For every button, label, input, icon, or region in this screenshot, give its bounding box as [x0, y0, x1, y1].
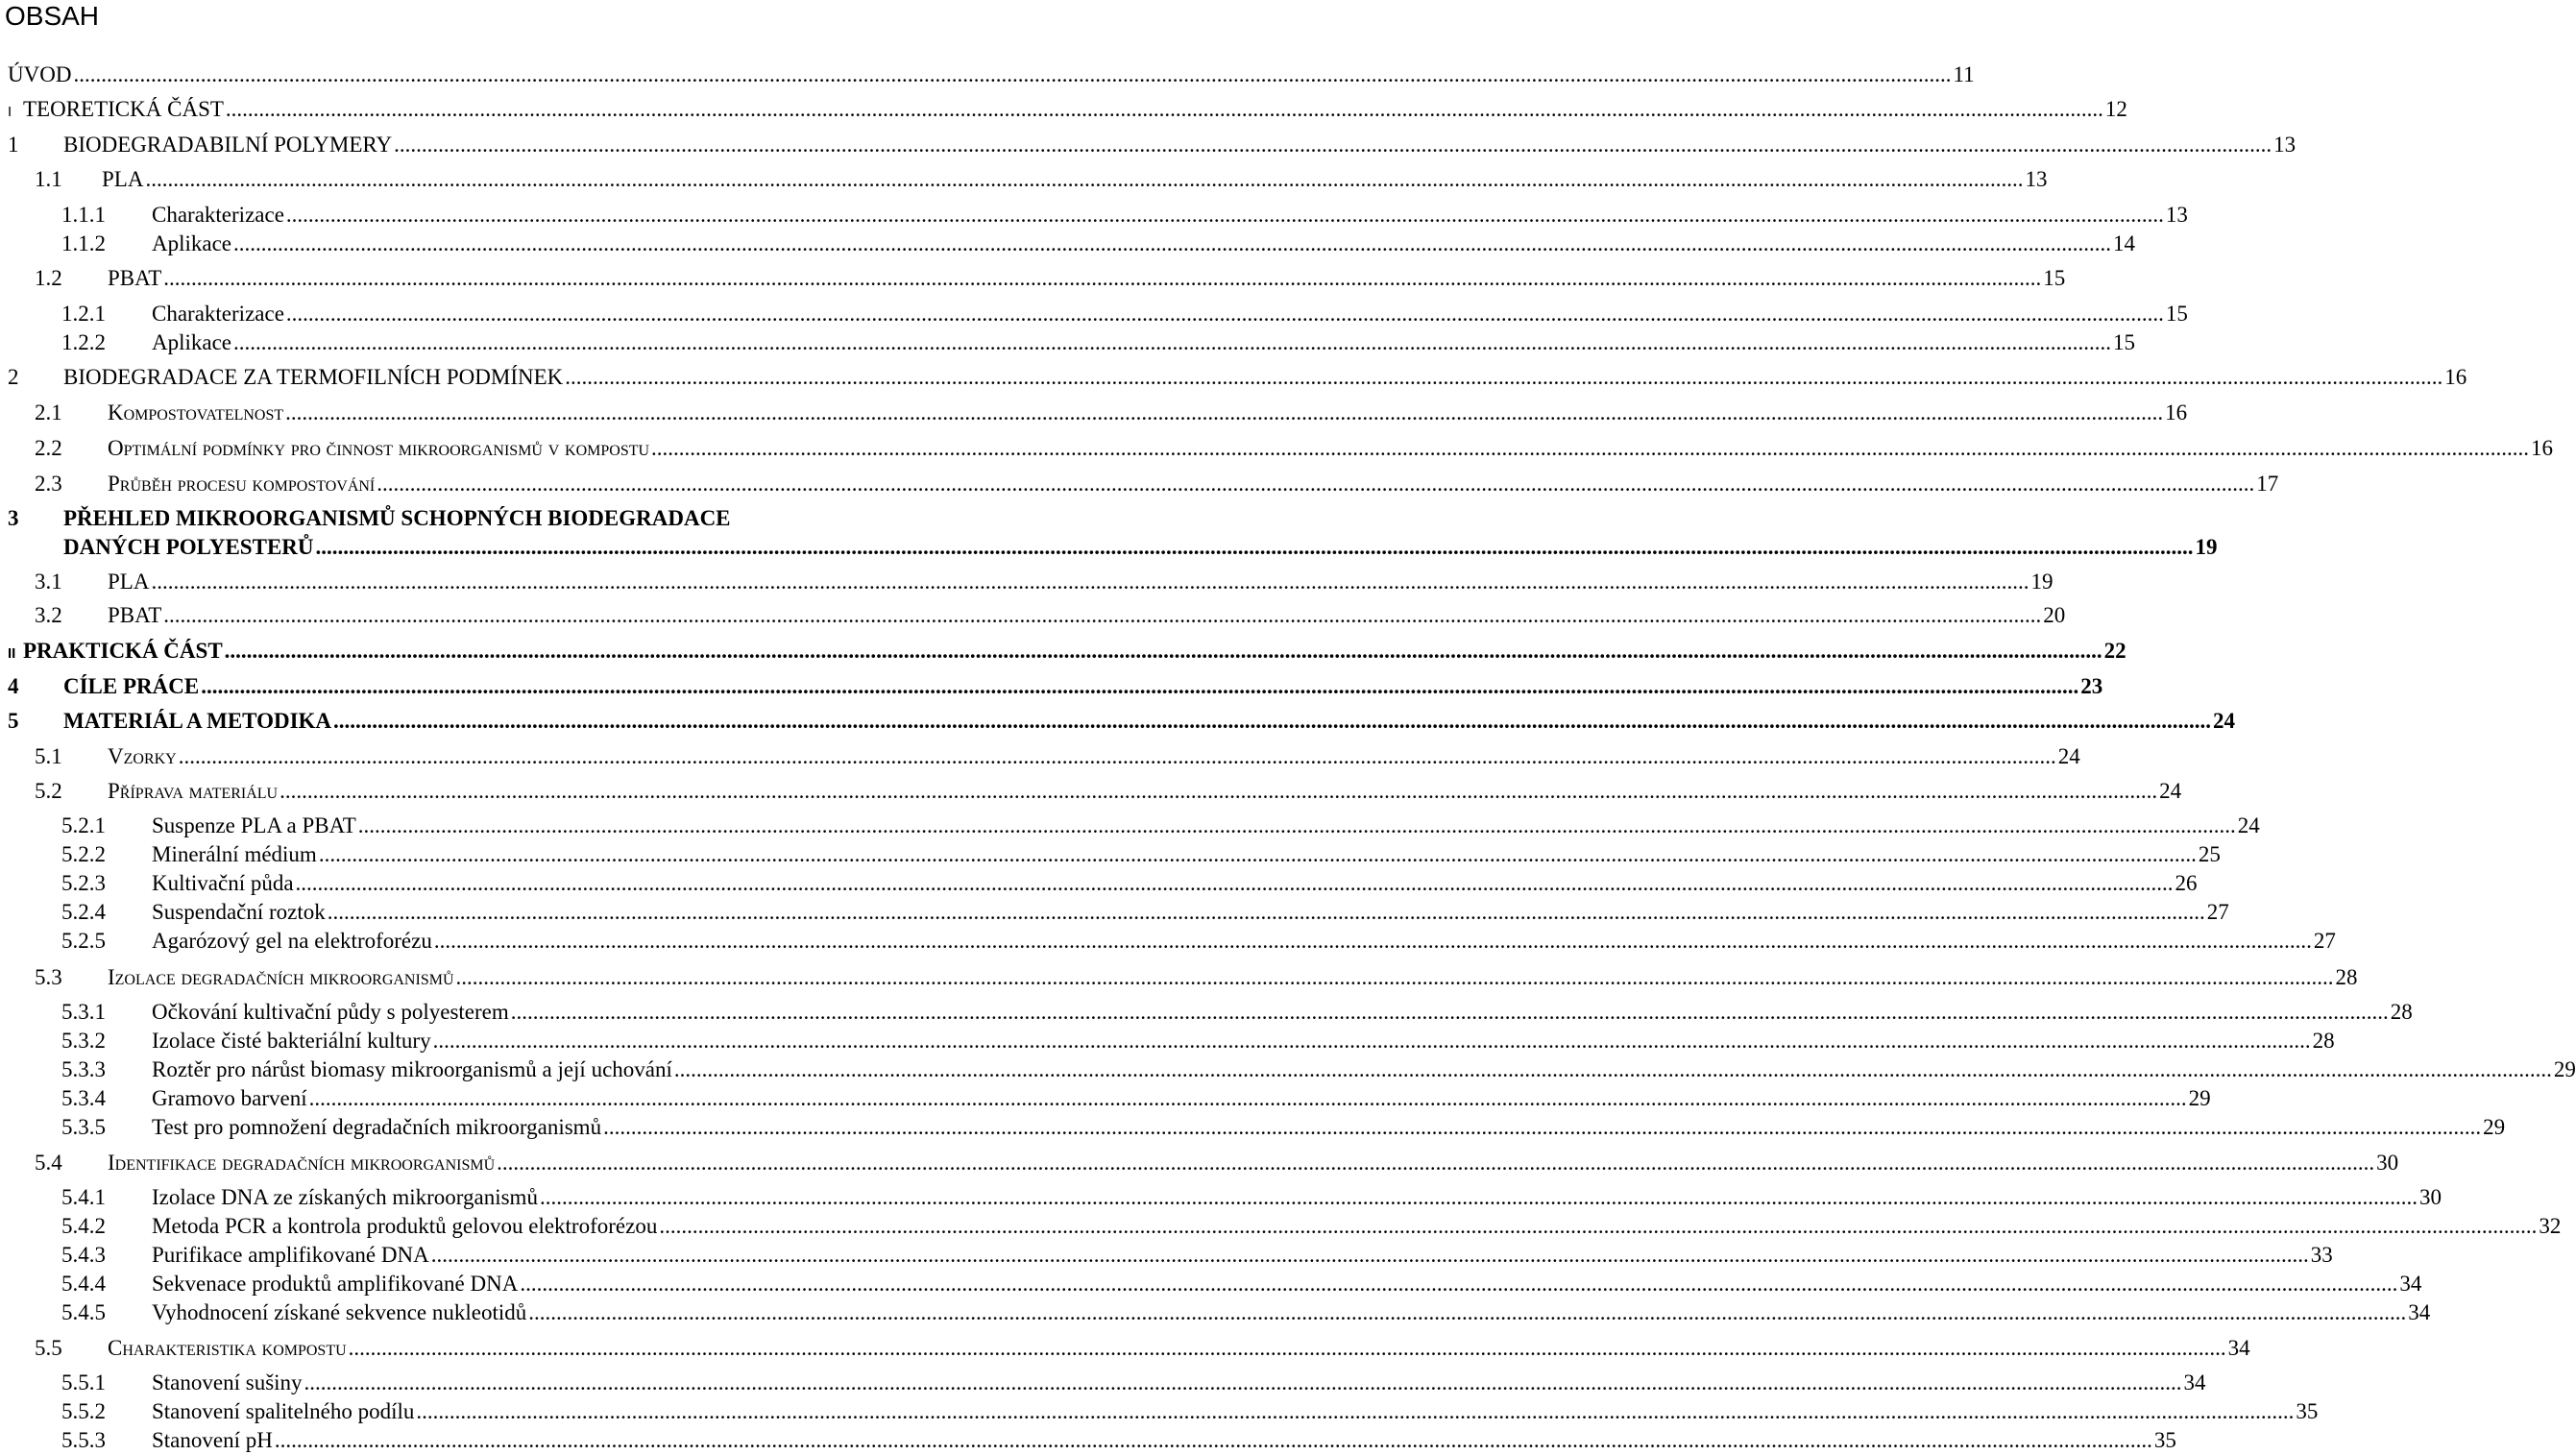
toc-entry-page: 13: [2165, 203, 2188, 227]
toc-entry-page: 13: [2273, 133, 2297, 157]
toc-entry-number: 3: [8, 506, 19, 530]
toc-leader: [333, 708, 2211, 735]
toc-leader: [434, 928, 2312, 955]
toc-entry-number: 5.2.1: [61, 813, 106, 837]
toc-entry[interactable]: [8, 673, 2103, 700]
toc-leader: [309, 1085, 2187, 1112]
toc-leader: [304, 1370, 2182, 1396]
toc-entry-number: 1.1: [35, 167, 62, 191]
toc-entry-title: BIODEGRADACE ZA TERMOFILNÍCH PODMÍNEK: [63, 365, 564, 389]
toc-leader: [201, 673, 2078, 700]
toc-entry[interactable]: [35, 743, 2080, 770]
toc-entry-title: PBAT: [108, 266, 162, 290]
toc-entry-page: 20: [2043, 603, 2066, 627]
toc-entry[interactable]: [61, 1242, 2333, 1269]
toc-entry-page: 19: [2195, 535, 2218, 559]
toc-entry-number: 5.4.1: [61, 1185, 106, 1209]
toc-entry-number: 1.2: [35, 266, 62, 290]
toc-entry-page: 15: [2165, 302, 2188, 326]
toc-entry-number: 5.2: [35, 779, 62, 803]
toc-entry-title: Metoda PCR a kontrola produktů gelovou elektroforézou: [152, 1214, 658, 1238]
toc-entry-line-2[interactable]: [63, 534, 2218, 561]
toc-entry[interactable]: [35, 964, 2358, 991]
toc-entry-page: 30: [2376, 1151, 2399, 1175]
toc-entry-page: 13: [2025, 167, 2048, 191]
toc-leader: [520, 1271, 2397, 1297]
toc-entry[interactable]: [61, 202, 2188, 229]
toc-entry-page: 27: [2206, 900, 2229, 924]
toc-entry-page: 11: [1953, 62, 1975, 86]
toc-entry[interactable]: [61, 1184, 2442, 1211]
toc-entry[interactable]: [61, 870, 2198, 897]
toc-entry-title: Aplikace: [152, 330, 232, 354]
toc-leader: [328, 899, 2205, 926]
toc-entry-title: Vzorky: [108, 744, 177, 768]
toc-leader: [275, 1427, 2152, 1454]
toc-entry-title: Charakterizace: [152, 302, 284, 326]
toc-entry[interactable]: [61, 899, 2229, 926]
toc-entry-number: 5.5.3: [61, 1428, 106, 1452]
toc-entry[interactable]: [61, 1271, 2422, 1297]
toc-entry-page: 26: [2175, 871, 2198, 895]
toc-entry-page: 19: [2030, 570, 2054, 594]
toc-entry-page: 34: [2408, 1300, 2431, 1324]
toc-entry-title: Příprava materiálu: [108, 779, 279, 803]
toc-entry[interactable]: [61, 1085, 2211, 1112]
toc-entry-page: 35: [2153, 1428, 2176, 1452]
toc-entry[interactable]: [61, 301, 2188, 327]
toc-entry-number: 5.4.4: [61, 1272, 106, 1296]
toc-leader: [431, 1242, 2309, 1269]
toc-leader: [285, 400, 2163, 426]
toc-entry-title: Suspendační roztok: [152, 900, 326, 924]
toc-leader: [377, 471, 2254, 497]
toc-entry-title: Izolace čisté bakteriální kultury: [152, 1029, 431, 1053]
toc-entry-page: 28: [2312, 1029, 2335, 1053]
toc-entry[interactable]: [61, 329, 2136, 356]
toc-entry-number: 5.1: [35, 744, 62, 768]
toc-entry-number: II: [8, 645, 16, 662]
toc-entry-page: 22: [2103, 639, 2126, 663]
toc-leader: [225, 638, 2102, 665]
toc-entry[interactable]: [61, 230, 2136, 257]
toc-leader: [226, 96, 2103, 123]
toc-entry-number: 1.1.1: [61, 203, 106, 227]
toc-entry-title: MATERIÁL A METODIKA: [63, 709, 332, 733]
toc-entry-number: 5.3.5: [61, 1115, 106, 1139]
toc-entry-title: Sekvenace produktů amplifikované DNA: [152, 1272, 519, 1296]
toc-entry-title: Kultivační půda: [152, 871, 294, 895]
toc-entry[interactable]: [35, 265, 2066, 292]
toc-entry-title: Stanovení sušiny: [152, 1370, 303, 1394]
toc-entry-number: 5.2.2: [61, 842, 106, 866]
toc-entry[interactable]: [8, 364, 2467, 391]
toc-entry-title: Průběh procesu kompostování: [108, 472, 376, 496]
page-title: OBSAH: [5, 1, 100, 31]
toc-leader: [416, 1398, 2294, 1425]
toc-entry-number: 5.5: [35, 1336, 62, 1360]
toc-entry-page: 16: [2165, 400, 2188, 424]
toc-entry-number: 5.4.5: [61, 1300, 106, 1324]
toc-entry-page: 30: [2418, 1185, 2442, 1209]
toc-entry-title: Identifikace degradačních mikroorganismů: [108, 1151, 496, 1175]
toc-entry-number: 5.3.2: [61, 1029, 106, 1053]
toc-entry[interactable]: [35, 435, 2554, 462]
toc-entry-title: Stanovení pH: [152, 1428, 273, 1452]
toc-entry-number: 1: [8, 133, 19, 157]
toc-leader: [296, 870, 2174, 897]
toc-entry-page: 24: [2057, 744, 2080, 768]
toc-entry-title: Charakteristika kompostu: [108, 1336, 347, 1360]
toc-entry-title: PRAKTICKÁ ČÁST: [23, 639, 223, 663]
toc-entry-page: 16: [2531, 436, 2554, 460]
toc-entry-page: 28: [2335, 965, 2358, 989]
toc-leader: [319, 841, 2197, 868]
toc-entry-title: CÍLE PRÁCE: [63, 674, 200, 698]
toc-entry-page: 15: [2043, 266, 2066, 290]
toc-entry[interactable]: [35, 778, 2182, 805]
toc-entry-page: 14: [2113, 231, 2136, 255]
toc-entry[interactable]: [61, 1398, 2319, 1425]
toc-leader: [565, 364, 2442, 391]
toc-entry-title: Minerální médium: [152, 842, 317, 866]
toc-entry-number: I: [8, 104, 12, 120]
toc-entry-number: 5.2.4: [61, 900, 106, 924]
toc-entry-number: 5.5.1: [61, 1370, 106, 1394]
toc-entry-page: 28: [2390, 1000, 2413, 1024]
toc-entry-title: PŘEHLED MIKROORGANISMŮ SCHOPNÝCH BIODEGRADACE: [63, 506, 731, 530]
toc-entry-number: 2: [8, 365, 19, 389]
toc-entry-title: Optimální podmínky pro činnost mikroorganismů v kompostu: [108, 436, 650, 460]
toc-leader: [286, 301, 2164, 327]
toc-leader: [674, 1056, 2552, 1083]
toc-entry-number: 5: [8, 709, 19, 733]
toc-entry-page: 15: [2113, 330, 2136, 354]
toc-entry[interactable]: [8, 132, 2297, 158]
toc-leader: [659, 1213, 2537, 1240]
toc-leader: [603, 1114, 2481, 1141]
toc-entry[interactable]: [35, 166, 2048, 193]
toc-entry-page: 29: [2188, 1086, 2211, 1110]
toc-entry-title: Agarózový gel na elektroforézu: [152, 929, 432, 953]
toc-leader: [651, 435, 2529, 462]
toc-entry[interactable]: [61, 1213, 2562, 1240]
toc-entry-title-continued: DANÝCH POLYESTERŮ: [63, 535, 314, 559]
toc-leader: [151, 569, 2029, 595]
toc-entry[interactable]: [61, 1056, 2576, 1083]
toc-entry-title: Vyhodnocení získané sekvence nukleotidů: [152, 1300, 527, 1324]
toc-entry-title: Gramovo barvení: [152, 1086, 307, 1110]
toc-entry-page: 35: [2296, 1399, 2319, 1423]
toc-entry[interactable]: [61, 1299, 2431, 1326]
toc-entry-title: TEORETICKÁ ČÁST: [23, 97, 224, 121]
toc-entry-page: 24: [2237, 813, 2260, 837]
toc-entry-number: 5.5.2: [61, 1399, 106, 1423]
toc-entry[interactable]: [61, 928, 2336, 955]
toc-entry[interactable]: [61, 812, 2260, 839]
toc-entry[interactable]: [61, 1370, 2206, 1396]
toc-entry[interactable]: [61, 1028, 2335, 1055]
toc-leader: [394, 132, 2272, 158]
toc-entry[interactable]: [8, 638, 2126, 665]
toc-entry-page: 29: [2483, 1115, 2506, 1139]
toc-entry-title: Aplikace: [152, 231, 232, 255]
toc-entry-number: 1.2.2: [61, 330, 106, 354]
toc-entry-page: 34: [2183, 1370, 2206, 1394]
toc-entry[interactable]: [35, 471, 2279, 497]
toc-leader: [73, 61, 1951, 88]
toc-entry-number: 3.1: [35, 570, 62, 594]
toc-entry-page: 34: [2399, 1272, 2422, 1296]
toc-entry-title: BIODEGRADABILNÍ POLYMERY: [63, 133, 393, 157]
toc-entry-number: 5.3.1: [61, 1000, 106, 1024]
toc-entry[interactable]: [8, 96, 2127, 123]
toc-entry[interactable]: [8, 708, 2236, 735]
toc-entry-title: Charakterizace: [152, 203, 284, 227]
toc-leader: [233, 230, 2111, 257]
toc-entry-number: 5.2.5: [61, 929, 106, 953]
toc-entry-page: 32: [2539, 1214, 2562, 1238]
toc-entry-page: 24: [2213, 709, 2236, 733]
toc-entry-number: 5.4.3: [61, 1243, 106, 1267]
toc-leader: [358, 812, 2236, 839]
toc-leader: [316, 534, 2194, 561]
toc-leader: [163, 265, 2041, 292]
toc-entry-number: 1.1.2: [61, 231, 106, 255]
toc-entry-number: 5.2.3: [61, 871, 106, 895]
toc-entry-number: 5.3.4: [61, 1086, 106, 1110]
toc-entry[interactable]: [35, 1150, 2399, 1176]
toc-entry-title: Izolace DNA ze získaných mikroorganismů: [152, 1185, 538, 1209]
toc-entry[interactable]: [8, 61, 1975, 88]
toc-entry-number: 5.3: [35, 965, 62, 989]
toc-leader: [528, 1299, 2406, 1326]
toc-entry-page: 33: [2310, 1243, 2333, 1267]
toc-entry-title: Kompostovatelnost: [108, 400, 284, 424]
toc-entry-title: Purifikace amplifikované DNA: [152, 1243, 429, 1267]
toc-entry-page: 34: [2227, 1336, 2250, 1360]
toc-leader: [163, 602, 2041, 629]
toc-entry-title: ÚVOD: [8, 62, 72, 86]
toc-entry-title: Roztěr pro nárůst biomasy mikroorganismů a její uchování: [152, 1057, 672, 1081]
toc-leader: [497, 1150, 2374, 1176]
toc-entry-number: 2.2: [35, 436, 62, 460]
toc-leader: [179, 743, 2056, 770]
toc-entry[interactable]: [35, 569, 2054, 595]
toc-entry-title: PLA: [108, 570, 150, 594]
toc-leader: [456, 964, 2334, 991]
toc-entry[interactable]: [35, 400, 2188, 426]
toc-leader: [349, 1335, 2226, 1362]
toc-entry-title: PBAT: [108, 603, 162, 627]
toc-leader: [233, 329, 2111, 356]
toc-entry-title: Stanovení spalitelného podílu: [152, 1399, 415, 1423]
toc-entry[interactable]: [61, 841, 2221, 868]
toc-entry-number: 2.1: [35, 400, 62, 424]
toc-entry-line-1[interactable]: [8, 505, 917, 532]
toc-entry-number: 4: [8, 674, 19, 698]
toc-entry-number: 5.3.3: [61, 1057, 106, 1081]
toc-leader: [286, 202, 2164, 229]
toc-entry-number: 1.2.1: [61, 302, 106, 326]
toc-entry[interactable]: [61, 1114, 2506, 1141]
toc-entry-number: 5.4.2: [61, 1214, 106, 1238]
toc-entry-page: 27: [2313, 929, 2336, 953]
toc-entry[interactable]: [35, 602, 2066, 629]
toc-entry-page: 16: [2444, 365, 2467, 389]
toc-leader: [145, 166, 2023, 193]
toc-leader: [279, 778, 2157, 805]
toc-entry-title: Izolace degradačních mikroorganismů: [108, 965, 454, 989]
toc-entry[interactable]: [61, 1427, 2176, 1454]
toc-entry[interactable]: [61, 999, 2413, 1026]
toc-entry-page: 23: [2080, 674, 2103, 698]
toc-leader: [511, 999, 2389, 1026]
toc-entry[interactable]: [35, 1335, 2250, 1362]
toc-entry-title: Test pro pomnožení degradačních mikroorganismů: [152, 1115, 602, 1139]
toc-leader: [540, 1184, 2418, 1211]
toc-entry-number: 3.2: [35, 603, 62, 627]
toc-entry-title: Suspenze PLA a PBAT: [152, 813, 356, 837]
toc-entry-page: 12: [2104, 97, 2127, 121]
toc-entry-page: 17: [2256, 472, 2279, 496]
toc-entry-page: 24: [2159, 779, 2182, 803]
toc-entry-page: 25: [2198, 842, 2221, 866]
toc-leader: [433, 1028, 2311, 1055]
toc-entry-number: 2.3: [35, 472, 62, 496]
toc-entry-title: Očkování kultivační půdy s polyesterem: [152, 1000, 509, 1024]
toc-entry-number: 5.4: [35, 1151, 62, 1175]
toc-entry-page: 29: [2553, 1057, 2576, 1081]
toc-entry-title: PLA: [102, 167, 144, 191]
